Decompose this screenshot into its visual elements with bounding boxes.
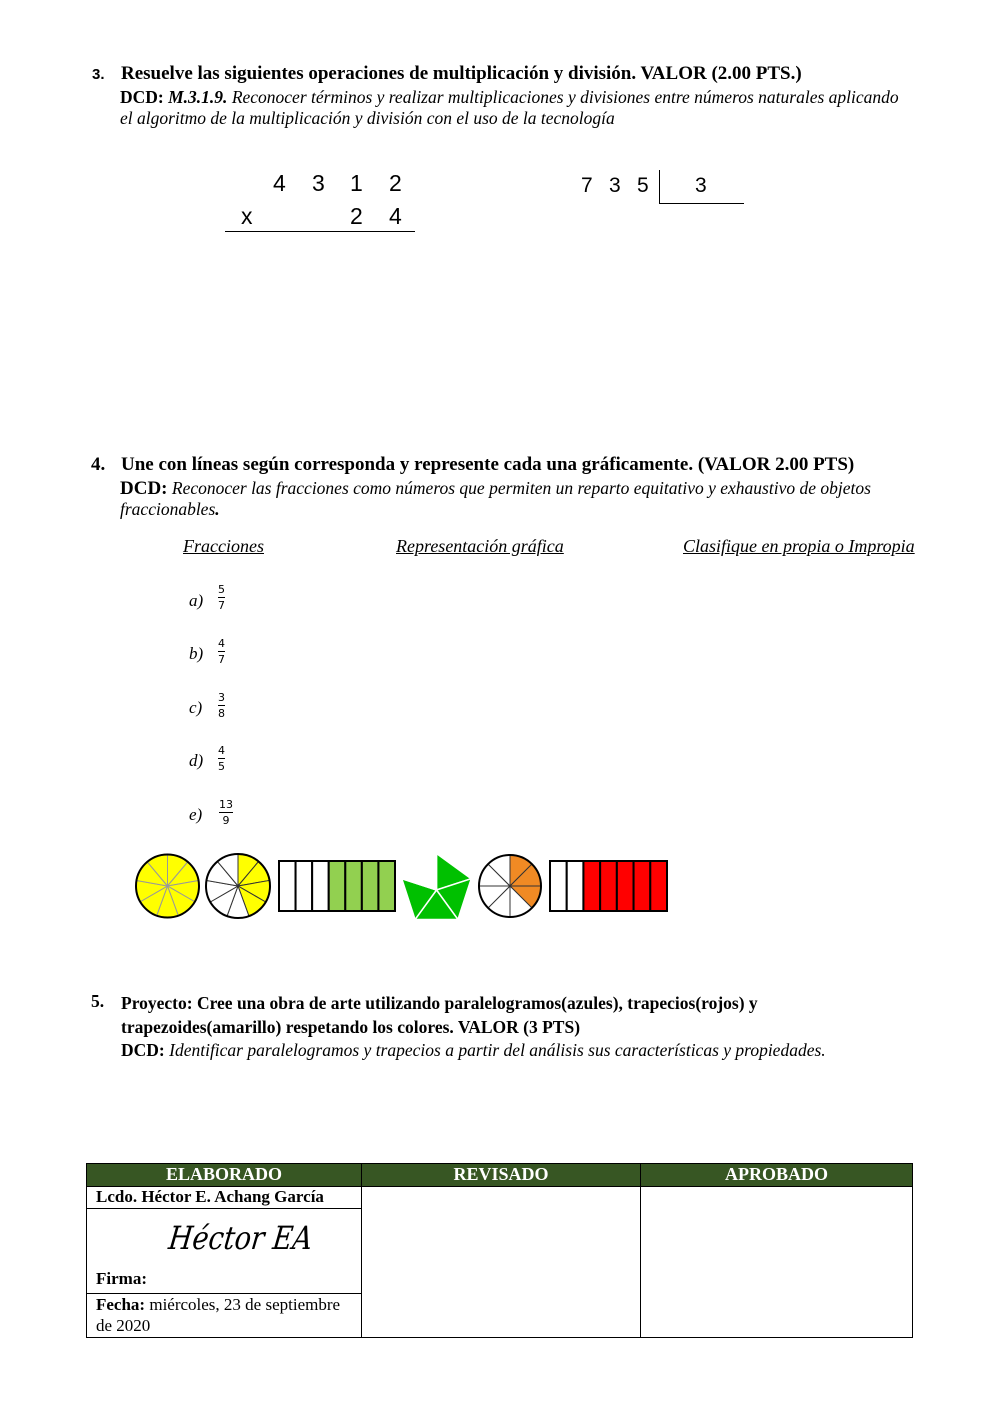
div-divisor: 3 [695,174,707,197]
fraction-denominator: 5 [218,760,225,773]
header-elaborado: ELABORADO [87,1164,362,1187]
div-bracket-horizontal [659,203,744,204]
fraction-numerator: 3 [218,691,225,704]
graphic-cell [378,861,395,911]
graphic-circle [479,855,541,917]
mult-result-line [225,231,415,232]
graphic-cell [329,861,346,911]
div-dividend-digit: 7 [581,174,593,197]
author-name: Lcdo. Héctor E. Achang García [87,1187,361,1209]
graphic-cell [345,861,362,911]
graphic-cell [312,861,329,911]
graphic-cell [550,861,567,911]
mult-top-digit: 3 [312,170,325,196]
graphic-circle [136,855,199,918]
q5-dcd-label: DCD: [121,1040,165,1060]
fraction-graphics [130,840,675,945]
fraction-denominator: 7 [218,599,225,612]
q3-number: 3. [92,66,105,83]
mult-top-digit: 4 [273,170,286,196]
graphic-rectangle [279,861,395,911]
graphic-cell [650,861,667,911]
fraction-denominator: 7 [218,653,225,666]
revisado-cell [362,1187,641,1338]
firma-box [87,1209,361,1294]
graphic-cell [634,861,651,911]
aprobado-cell [641,1187,913,1338]
graphic-pentagon [402,854,471,920]
graphic-rectangle [550,861,667,911]
mult-top-digit: 2 [389,170,402,196]
div-bracket-vertical [659,170,660,203]
fraction-value [219,798,233,827]
graphic-cell [600,861,617,911]
fraction-label: e) [189,805,203,824]
q3-dcd [120,87,960,129]
q5-number: 5. [91,991,105,1011]
fraction-value [218,637,225,666]
q4-dcd-label: DCD: [120,478,168,499]
q3-dcd-text-2: el algoritmo de la multiplicación y división con el uso de la tecnología [120,108,615,128]
fraction-denominator: 9 [222,814,230,827]
graphic-cell [617,861,634,911]
graphic-circle [206,854,270,918]
fraction-numerator: 13 [219,798,233,811]
column-header-representacion: Representación gráfica [396,536,564,556]
fraction-numerator: 4 [218,637,225,650]
fraction-label: c) [189,698,203,717]
mult-top-digit: 1 [350,170,363,196]
graphic-cell [583,861,600,911]
div-dividend-digit: 5 [637,174,649,197]
q4-title: Une con líneas según corresponda y represente cada una gráficamente. (VALOR 2.00 PTS) [121,454,855,475]
q5-title [121,991,758,1039]
q4-dcd-text-1: Reconocer las fracciones como números que permiten un reparto equitativo y exhaustivo de objetos [171,478,871,498]
column-header-fracciones: Fracciones [183,536,264,556]
fraction-value [218,583,225,612]
q5-title-line-1: Proyecto: Cree una obra de arte utilizando paralelogramos(azules), trapecios(rojos) y [121,993,758,1013]
q4-number: 4. [91,454,106,475]
signature-table [86,1163,913,1338]
signature-handwriting: Héctor EA [166,1219,315,1257]
q5-title-line-2: trapezoides(amarillo) respetando los colores. VALOR (3 PTS) [121,1017,581,1037]
header-aprobado: APROBADO [641,1164,913,1187]
graphic-cell [362,861,379,911]
fraction-label: d) [189,751,204,770]
graphic-cell [279,861,296,911]
fecha-label: Fecha: [96,1295,146,1314]
q4-dcd-text-2: fraccionables [120,499,216,519]
q5-dcd [121,1040,826,1061]
graphic-cell [296,861,313,911]
fecha-box [87,1294,361,1336]
q3-dcd-code: M.3.1.9. [168,87,228,107]
graphic-cell [567,861,584,911]
column-header-clasifique: Clasifique en propia o Impropia [683,536,915,556]
elaborado-cell [87,1187,362,1338]
fraction-denominator: 8 [218,707,225,720]
mult-bottom-digit: 2 [350,203,363,229]
firma-label: Firma: [96,1269,147,1288]
fraction-value [218,691,225,720]
q4-dcd [120,478,960,520]
mult-sign: x [241,203,253,229]
fraction-value [218,744,225,773]
fecha-value: miércoles, 23 de septiembre de 2020 [96,1295,341,1335]
question-4 [0,440,1000,950]
multiplication-operation [225,168,417,234]
div-dividend-digit: 3 [609,174,621,197]
q3-dcd-text-1: Reconocer términos y realizar multiplicaciones y divisiones entre números naturales aplicando [231,87,899,107]
mult-bottom-digit: 4 [389,203,402,229]
division-operation [580,170,750,210]
q3-title: Resuelve las siguientes operaciones de multiplicación y división. VALOR (2.00 PTS.) [121,63,802,84]
fraction-label: b) [189,644,204,663]
fraction-label: a) [189,591,204,610]
q5-dcd-text: Identificar paralelogramos y trapecios a partir del análisis sus características y propiedades. [169,1040,826,1060]
question-5 [0,985,1000,1065]
fraction-numerator: 5 [218,583,225,596]
question-3 [0,0,1000,240]
signature-header-row [87,1164,913,1187]
q3-dcd-label: DCD: [120,87,164,107]
q4-dcd-text-end: . [215,499,220,519]
header-revisado: REVISADO [362,1164,641,1187]
fraction-numerator: 4 [218,744,225,757]
